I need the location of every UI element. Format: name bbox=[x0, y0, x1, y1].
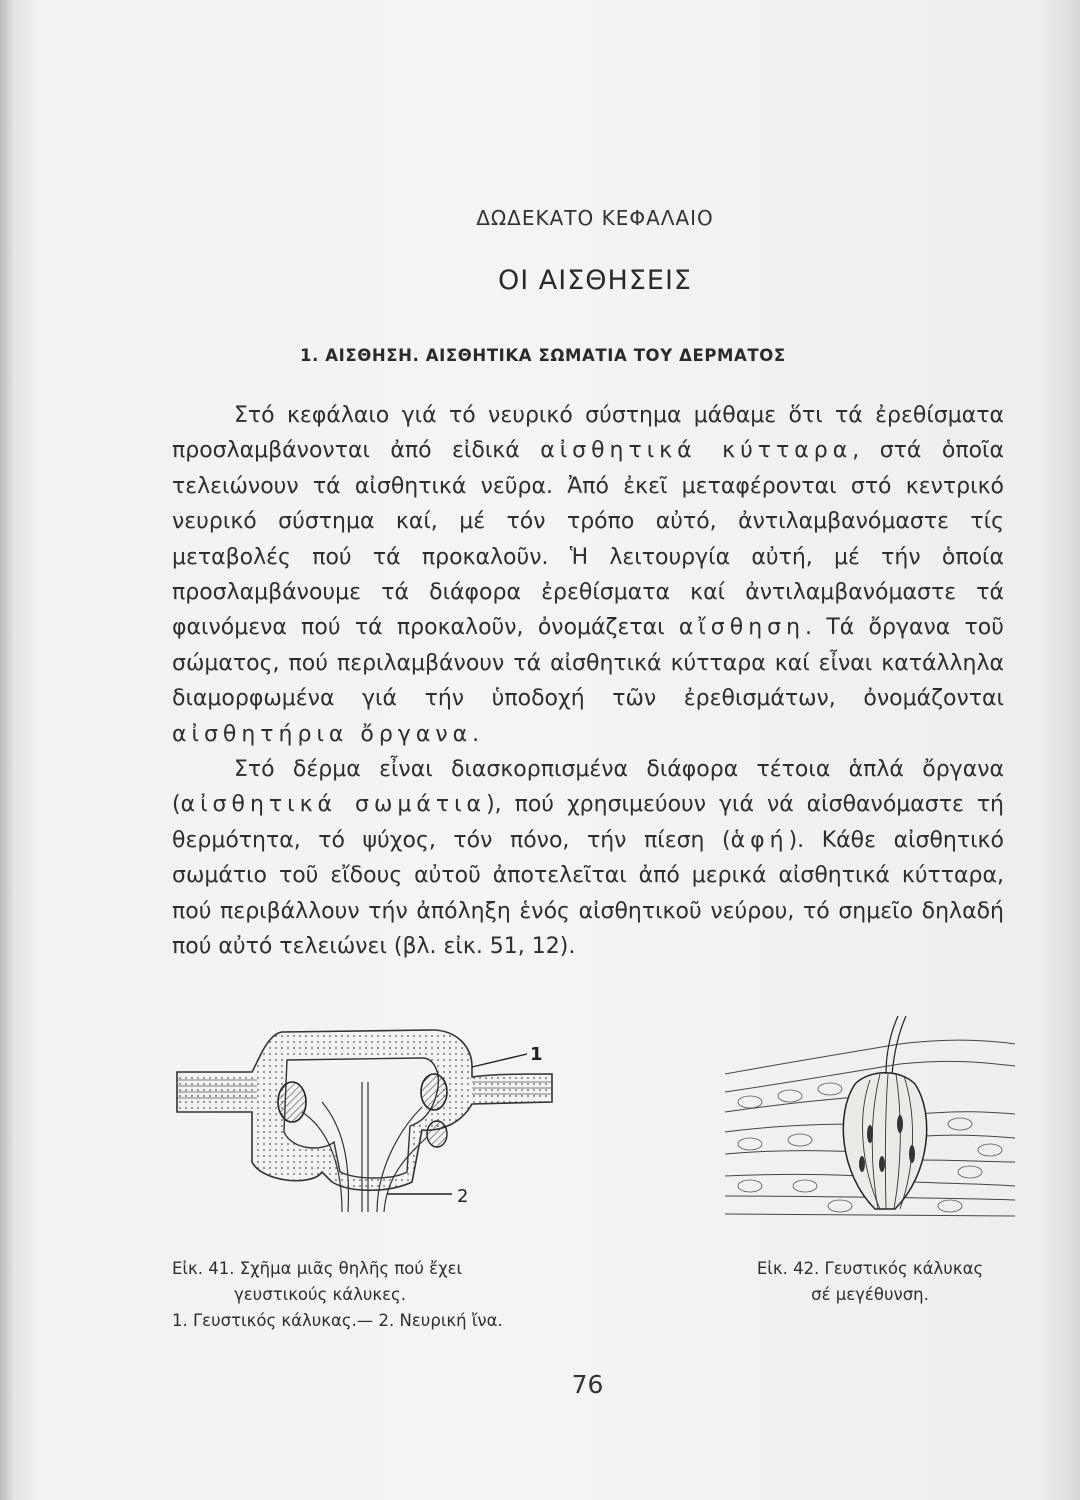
paragraph-1-text: , στά ὁποῖα τελειώνουν τά αἰσθητικά νεῦρα. Ἀπό ἐκεῖ μεταφέρονται στό κεντρικό νευρικό σύστημα καί, μέ τόν τρόπο αὐτό, ἀντιλαμβανόμαστε τίς μεταβολές πού τά προκαλοῦν. Ἡ λειτουργία αὐτή, μέ τήν ὁποία προσλαμβάνουμε τά διάφορα ἐρεθίσματα καί ἀντιλαμβανόμαστε τά φαινόμενα πού τά προκαλοῦν, ὀνομάζεται bbox=[172, 438, 1004, 641]
figure-41-label-2: 2 bbox=[457, 1186, 469, 1207]
term-sensory-corpuscles: αἰσθητικά σωμάτια bbox=[180, 792, 487, 818]
section-heading: 1. ΑΙΣΘΗΣΗ. ΑΙΣΘΗΤΙΚΑ ΣΩΜΑΤΙΑ ΤΟΥ ΔΕΡΜΑΤΟΣ bbox=[300, 346, 786, 365]
figure-41-caption-line-3: 1. Γευστικός κάλυκας.— 2. Νευρική ἴνα. bbox=[172, 1311, 503, 1330]
figure-42-caption-line-1: Εἰκ. 42. Γευστικός κάλυκας bbox=[756, 1259, 984, 1278]
taste-bud-body bbox=[843, 1073, 926, 1209]
taste-bud-left bbox=[278, 1082, 306, 1122]
page-number: 76 bbox=[571, 1370, 604, 1399]
term-touch: ἁφή bbox=[730, 827, 789, 853]
paragraph-2-text: Στό δέρμα εἶναι διασκορπισμένα διάφορα τέτοια ἁπλά ὄργανα ( bbox=[172, 757, 1004, 818]
term-sense-organs: αἰσθητήρια ὄργανα bbox=[172, 721, 473, 747]
figure-42-caption bbox=[720, 1256, 1020, 1308]
figure-41-caption bbox=[172, 1256, 572, 1334]
taste-bud-right bbox=[421, 1074, 447, 1110]
paragraph-2-text: ). Κάθε αἰσθητικό σωμάτιο τοῦ εἴδους αὐτοῦ ἀποτελεῖται ἀπό μερικά αἰσθητικά κύτταρα, πού περιβάλλουν τήν ἀπόληξη ἑνός αἰσθητικοῦ νεύρου, τό σημεῖο δηλαδή πού αὐτό τελειώνει (βλ. εἰκ. 51, 12). bbox=[172, 827, 1004, 960]
term-sensory-cells: αἰσθητικά κύτταρα bbox=[540, 438, 853, 464]
term-sensation: αἴσθηση bbox=[678, 615, 806, 641]
paragraph-1-text: . bbox=[472, 721, 480, 747]
chapter-title: ΟΙ ΑΙΣΘΗΣΕΙΣ bbox=[498, 265, 692, 296]
figure-42-caption-line-2: σέ μεγέθυνση. bbox=[811, 1285, 929, 1304]
paragraph-2-text: ), πού χρησιμεύουν γιά νά αἰσθανόμαστε τή θερμότητα, τό ψύχος, τόν πόνο, τήν πίεση ( bbox=[172, 792, 1005, 853]
figure-42-taste-bud-illustration bbox=[720, 1014, 1020, 1224]
figure-41-label-1: 1 bbox=[530, 1044, 543, 1065]
body-text bbox=[172, 398, 1004, 965]
paragraph-1 bbox=[172, 398, 1004, 752]
figure-41-papilla-illustration bbox=[172, 1022, 562, 1222]
paragraph-2 bbox=[172, 752, 1004, 964]
paragraph-1-text: . Τά ὄργανα τοῦ σώματος, πού περιλαμβάνουν τά αἰσθητικά κύτταρα καί εἶναι κατάλληλα διαμορφωμένα γιά τήν ὑποδοχή τῶν ἐρεθισμάτων, ὀνομάζονται bbox=[172, 615, 1004, 712]
figure-41-caption-line-1: Εἰκ. 41. Σχῆμα μιᾶς θηλῆς πού ἔχει bbox=[172, 1259, 463, 1278]
paragraph-1-text: Στό κεφάλαιο γιά τό νευρικό σύστημα μάθαμε ὅτι τά ἐρεθίσματα προσλαμβάνονται ἀπό εἰδικά bbox=[172, 403, 1004, 464]
figure-41-caption-line-2: γευστικούς κάλυκες. bbox=[234, 1285, 406, 1304]
chapter-label: ΔΩΔΕΚΑΤΟ ΚΕΦΑΛΑΙΟ bbox=[476, 206, 714, 230]
